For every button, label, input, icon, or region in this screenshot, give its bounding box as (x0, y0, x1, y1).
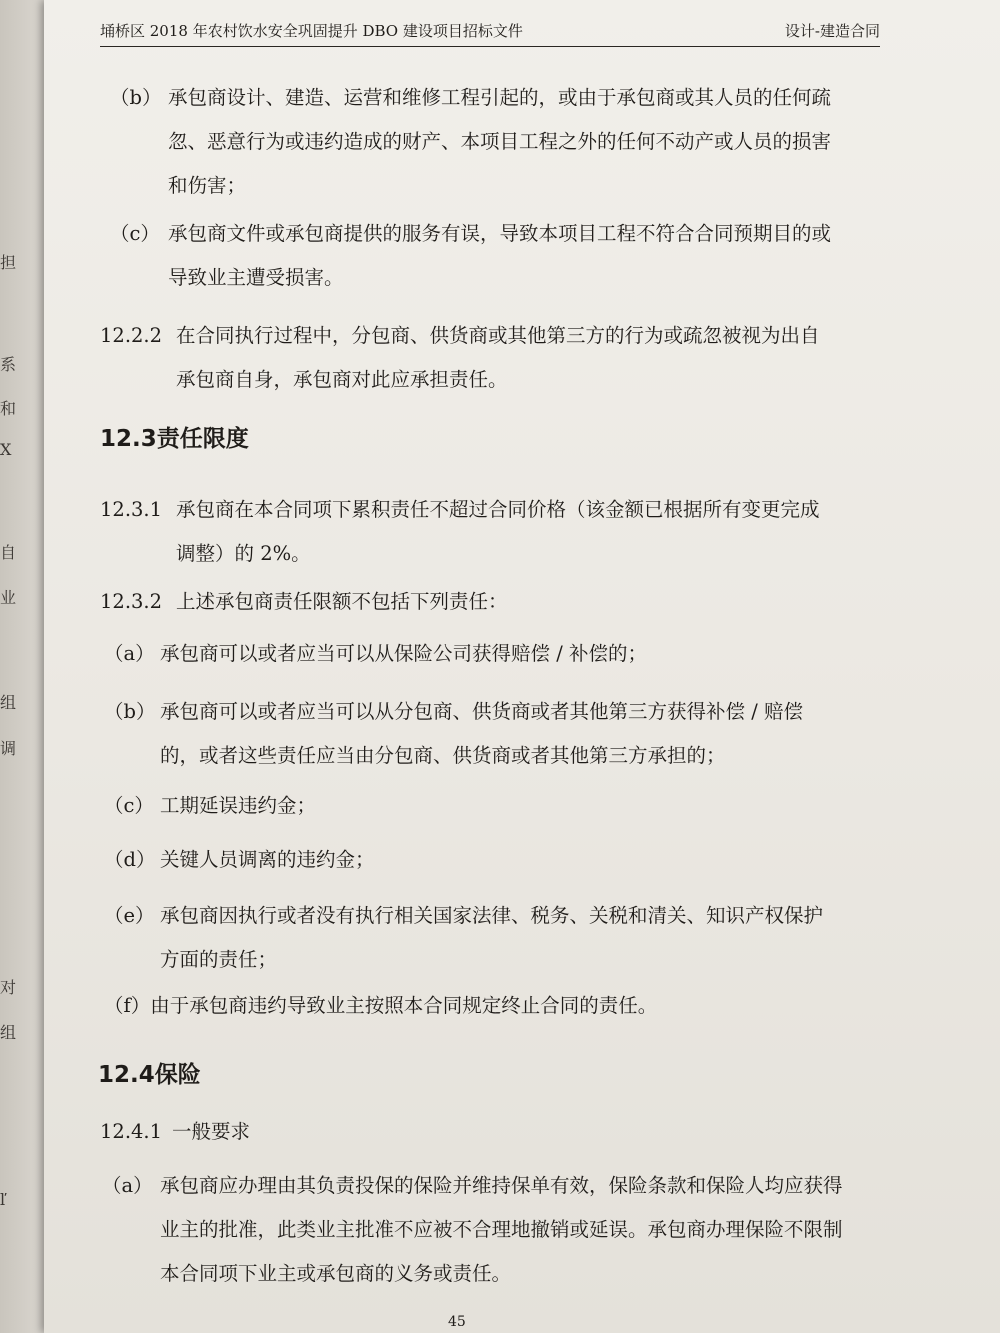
item-e-text: 承包商因执行或者没有执行相关国家法律、税务、关税和清关、知识产权保护方面的责任； (160, 904, 824, 971)
clause-12-4-1-text: 一般要求 (172, 1120, 251, 1143)
document-page (44, 0, 1000, 1333)
strip-char: 和 (0, 399, 17, 418)
item-c-text: 工期延误违约金； (160, 794, 317, 817)
clause-12-3-2-text: 上述承包商责任限额不包括下列责任： (176, 590, 508, 613)
clause-number: 12.3.2 (100, 590, 163, 613)
item-d-text: 关键人员调离的违约金； (160, 848, 375, 871)
item-label-a: （a） (102, 1174, 153, 1197)
clause-12-2-2-text: 在合同执行过程中，分包商、供货商或其他第三方的行为或疏忽被视为出自承包商自身，承包商对此应承担责任。 (176, 324, 820, 391)
item-label-c: （c） (110, 222, 160, 245)
strip-char: 业 (0, 588, 17, 607)
strip-char: 对 (0, 978, 17, 997)
strip-char: 系 (0, 355, 17, 374)
item-label-c: （c） (104, 794, 154, 817)
page-number: 45 (448, 1314, 466, 1330)
strip-char: 调 (0, 739, 17, 758)
item-label-d: （d） (104, 848, 156, 871)
strip-char: 自 (0, 543, 17, 562)
item-label-a: （a） (104, 642, 155, 665)
clause-number: 12.4.1 (100, 1120, 163, 1143)
strip-char: 担 (0, 253, 17, 272)
strip-char: 组 (0, 1023, 17, 1042)
item-a-text: 承包商应办理由其负责投保的保险并维持保单有效，保险条款和保险人均应获得业主的批准，此类业主批准不应被不合理地撤销或延误。承包商办理保险不限制本合同项下业主或承包商的义务或责任。 (160, 1174, 843, 1285)
adjacent-page-edge (0, 0, 44, 1333)
clause-number: 12.2.2 (100, 324, 163, 347)
item-label-b: （b） (104, 700, 156, 723)
clause-number: 12.3.1 (100, 498, 163, 521)
strip-char: ľ (0, 1190, 6, 1209)
strip-char: X (0, 440, 12, 459)
item-a-text: 承包商可以或者应当可以从保险公司获得赔偿 / 补偿的； (160, 642, 647, 665)
page-header (100, 16, 880, 47)
strip-char: 组 (0, 693, 17, 712)
section-heading-12-3: 12.3责任限度 (100, 426, 249, 452)
item-b-text: 承包商设计、建造、运营和维修工程引起的，或由于承包商或其人员的任何疏忽、恶意行为或违约造成的财产、本项目工程之外的任何不动产或人员的损害和伤害； (168, 86, 832, 197)
item-b-text: 承包商可以或者应当可以从分包商、供货商或者其他第三方获得补偿 / 赔偿的，或者这些责任应当由分包商、供货商或者其他第三方承担的； (160, 700, 803, 767)
clause-12-3-1-text: 承包商在本合同项下累积责任不超过合同价格（该金额已根据所有变更完成调整）的 2%。 (176, 498, 820, 565)
item-f-text: （f）由于承包商违约导致业主按照本合同规定终止合同的责任。 (104, 994, 658, 1017)
item-c-text: 承包商文件或承包商提供的服务有误，导致本项目工程不符合合同预期目的或导致业主遭受损害。 (168, 222, 832, 289)
item-label-e: （e） (104, 904, 155, 927)
document-title: 埇桥区 2018 年农村饮水安全巩固提升 DBO 建设项目招标文件 (100, 22, 523, 40)
item-label-b: （b） (110, 86, 162, 109)
section-title: 设计-建造合同 (784, 22, 880, 40)
section-heading-12-4: 12.4保险 (98, 1062, 201, 1088)
